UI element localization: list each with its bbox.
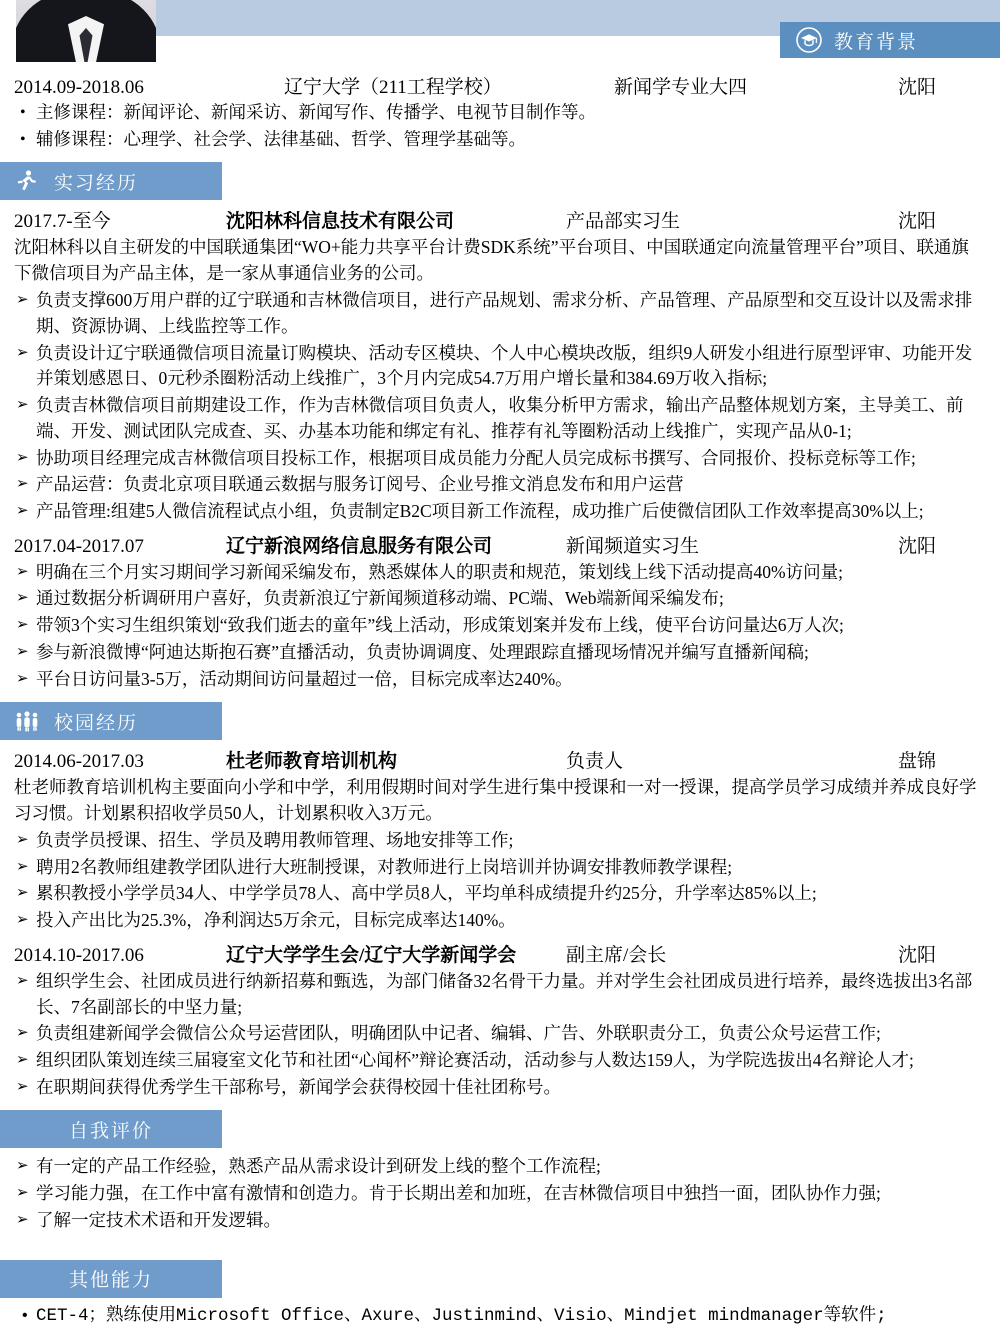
list-item (14, 1021, 986, 1047)
education-course-list (14, 100, 986, 152)
section-title-campus: 校园经历 (54, 712, 139, 734)
campus-entry-header (14, 746, 986, 773)
arrow-bullet-icon: ➢ (16, 344, 29, 361)
arrow-bullet-icon: ➢ (16, 292, 29, 309)
section-header-self-evaluation (0, 1110, 222, 1148)
campus-org: 杜老师教育培训机构 (226, 751, 398, 773)
arrow-bullet-icon: ➢ (16, 476, 29, 493)
top-strip (0, 0, 1000, 62)
campus-intro: 杜老师教育培训机构主要面向小学和中学，利用假期时间对学生进行集中授课和一对一授课，提高学员学习成绩并养成良好学习习惯。计划累积招收学员50人，计划累积收入3万元。 (14, 777, 977, 823)
list-item (14, 969, 986, 1020)
list-item-text: 组织团队策划连续三届寝室文化节和社团“心闻杯”辩论赛活动，活动参与人数达159人，为学院选拔出4名辩论人才; (36, 1050, 914, 1071)
internship-role: 新闻频道实习生 (566, 535, 700, 557)
arrow-bullet-icon: ➢ (16, 449, 29, 466)
list-item-text: 辅修课程：心理学、社会学、法律基础、哲学、管理学基础等。 (36, 128, 526, 149)
arrow-bullet-icon: ➢ (16, 1052, 29, 1069)
internship-block (0, 206, 1000, 692)
list-item-text: 协助项目经理完成吉林微信项目投标工作，根据项目成员能力分配人员完成标书撰写、合同报价、投标竞标等工作; (36, 447, 916, 468)
graduation-cap-icon (796, 27, 822, 53)
section-title-other-skills: 其他能力 (68, 1270, 153, 1292)
list-item (14, 472, 986, 498)
list-item-text: 投入产出比为25.3%，净利润达5万余元，目标完成率达140%。 (36, 910, 516, 931)
list-item (14, 1304, 986, 1329)
list-item-text: 了解一定技术术语和开发逻辑。 (36, 1209, 281, 1230)
arrow-bullet-icon: ➢ (16, 858, 29, 875)
campus-role: 副主席/会长 (566, 944, 667, 966)
self-evaluation-block (0, 1154, 1000, 1233)
internship-duty-list (14, 288, 986, 524)
list-item (14, 127, 986, 153)
internship-entry-header (14, 531, 986, 558)
running-person-icon (14, 168, 40, 194)
campus-city: 沈阳 (897, 944, 936, 966)
list-item (14, 393, 986, 444)
section-header-internship (0, 162, 222, 200)
arrow-bullet-icon: ➢ (16, 643, 29, 660)
list-item-text: 参与新浪微博“阿迪达斯抱石赛”直播活动，负责协调调度、处理跟踪直播现场情况并编写直播新闻稿; (36, 641, 809, 662)
campus-role: 负责人 (566, 751, 624, 773)
list-item-text: 负责吉林微信项目前期建设工作，作为吉林微信项目负责人，收集分析甲方需求，输出产品整体规划方案，主导美工、前端、开发、测试团队完成查、买、办基本功能和绑定有礼、推荐有礼等圈粉活动上线推广，实现产品从0-1; (36, 395, 964, 441)
list-item-text: 学习能力强，在工作中富有激情和创造力。肯于长期出差和加班，在吉林微信项目中独挡一面，团队协作力强; (36, 1183, 881, 1204)
list-item (14, 828, 986, 854)
list-item-text: 有一定的产品工作经验，熟悉产品从需求设计到研发上线的整个工作流程; (36, 1156, 601, 1177)
arrow-bullet-icon: ➢ (16, 912, 29, 929)
education-org: 辽宁大学（211工程学校） (284, 77, 502, 98)
list-item (14, 341, 986, 392)
list-item (14, 1154, 986, 1180)
section-title-internship: 实习经历 (54, 172, 139, 194)
list-item (14, 667, 986, 693)
list-item (14, 446, 986, 472)
list-item (14, 100, 986, 126)
internship-city: 沈阳 (897, 535, 936, 557)
arrow-bullet-icon: ➢ (16, 1025, 29, 1042)
arrow-bullet-icon: ➢ (16, 1158, 29, 1175)
list-item-text: 产品管理:组建5人微信流程试点小组，负责制定B2C项目新工作流程，成功推广后使微信团队工作效率提高30%以上; (36, 500, 924, 521)
list-item-text: 组织学生会、社团成员进行纳新招募和甄选，为部门储备32名骨干力量。并对学生会社团成员进行培养，最终选拔出3名部长、7名副部长的中坚力量; (36, 970, 973, 1017)
arrow-bullet-icon: ➢ (16, 1078, 29, 1095)
other-skills-block (0, 1304, 1000, 1329)
internship-entry-header (14, 206, 986, 233)
list-item (14, 1181, 986, 1207)
list-item (14, 640, 986, 666)
list-item (14, 560, 986, 586)
list-item (14, 908, 986, 934)
section-header-campus (0, 702, 222, 740)
profile-photo (16, 0, 156, 62)
bullet-dot-icon: • (20, 1306, 30, 1325)
arrow-bullet-icon: ➢ (16, 972, 29, 989)
education-entry-header (14, 72, 986, 99)
arrow-bullet-icon: ➢ (16, 1185, 29, 1202)
list-item-text: 带领3个实习生组织策划“致我们逝去的童年”线上活动，形成策划案并发布上线，使平台访问量达6万人次; (36, 615, 844, 636)
list-item (14, 855, 986, 881)
internship-role: 产品部实习生 (566, 211, 681, 233)
campus-duty-list (14, 969, 986, 1101)
list-item-text: 负责学员授课、招生、学员及聘用教师管理、场地安排等工作; (36, 830, 514, 850)
bullet-dot-icon: • (20, 130, 26, 148)
internship-date: 2017.7-至今 (14, 211, 111, 233)
internship-intro: 沈阳林科以自主研发的中国联通集团“WO+能力共享平台计费SDK系统”平台项目、中国联通定向流量管理平台”项目、联通旗下微信项目为产品主体，是一家从事通信业务的公司。 (14, 237, 969, 283)
list-item-text: 通过数据分析调研用户喜好，负责新浪辽宁新闻频道移动端、PC端、Web端新闻采编发布; (36, 588, 724, 609)
campus-date: 2014.06-2017.03 (14, 751, 144, 773)
education-city: 沈阳 (897, 77, 936, 98)
section-title-education: 教育背景 (834, 31, 919, 53)
list-item (14, 1208, 986, 1234)
list-item (14, 1048, 986, 1074)
internship-org: 沈阳林科信息技术有限公司 (226, 211, 455, 233)
list-item-text: 负责设计辽宁联通微信项目流量订购模块、活动专区模块、个人中心模块改版，组织9人研发小组进行原型评审、功能开发并策划感恩日、0元秒杀圈粉活动上线推广，3个月内完成54.7万用户增长量和384.69万收入指标; (36, 342, 973, 389)
list-item (14, 613, 986, 639)
arrow-bullet-icon: ➢ (16, 1211, 29, 1228)
education-date: 2014.09-2018.06 (14, 77, 144, 98)
arrow-bullet-icon: ➢ (16, 590, 29, 607)
campus-block (0, 746, 1000, 1100)
list-item-text: 主修课程：新闻评论、新闻采访、新闻写作、传播学、电视节目制作等。 (36, 102, 596, 122)
arrow-bullet-icon: ➢ (16, 563, 29, 580)
list-item-text: 在职期间获得优秀学生干部称号，新闻学会获得校园十佳社团称号。 (36, 1076, 561, 1097)
list-item (14, 499, 986, 525)
campus-entry-header (14, 940, 986, 967)
arrow-bullet-icon: ➢ (16, 397, 29, 414)
section-header-education (780, 22, 1000, 58)
list-item-text: CET-4；熟练使用Microsoft Office、Axure、Justinmind、Visio、Mindjet mindmanager等软件; (36, 1305, 887, 1326)
arrow-bullet-icon: ➢ (16, 502, 29, 519)
campus-duty-list (14, 828, 986, 934)
list-item-text: 负责支撑600万用户群的辽宁联通和吉林微信项目，进行产品规划、需求分析、产品管理、产品原型和交互设计以及需求排期、资源协调、上线监控等工作。 (36, 290, 973, 336)
list-item (14, 1075, 986, 1101)
self-evaluation-list (14, 1154, 986, 1233)
list-item (14, 288, 986, 339)
list-item-text: 累积教授小学学员34人、中学学员78人、高中学员8人，平均单科成绩提升约25分，升学率达85%以上; (36, 883, 817, 904)
arrow-bullet-icon: ➢ (16, 885, 29, 902)
list-item-text: 负责组建新闻学会微信公众号运营团队，明确团队中记者、编辑、广告、外联职责分工，负责公众号运营工作; (36, 1023, 881, 1044)
internship-city: 沈阳 (897, 211, 936, 233)
campus-city: 盘锦 (897, 751, 936, 773)
education-block (0, 72, 1000, 152)
internship-duty-list (14, 560, 986, 693)
group-people-icon (14, 708, 40, 734)
list-item (14, 586, 986, 612)
campus-date: 2014.10-2017.06 (14, 944, 144, 966)
bullet-dot-icon: • (20, 104, 26, 121)
internship-date: 2017.04-2017.07 (14, 535, 144, 557)
arrow-bullet-icon: ➢ (16, 670, 29, 687)
internship-org: 辽宁新浪网络信息服务有限公司 (226, 535, 493, 557)
arrow-bullet-icon: ➢ (16, 832, 29, 848)
list-item-text: 产品运营：负责北京项目联通云数据与服务订阅号、企业号推文消息发布和用户运营 (36, 474, 684, 495)
arrow-bullet-icon: ➢ (16, 617, 29, 634)
list-item-text: 明确在三个月实习期间学习新闻采编发布，熟悉媒体人的职责和规范，策划线上线下活动提高40%访问量; (36, 561, 843, 582)
other-skills-list (14, 1304, 986, 1329)
campus-org: 辽宁大学学生会/辽宁大学新闻学会 (226, 944, 517, 966)
list-item-text: 聘用2名教师组建教学团队进行大班制授课，对教师进行上岗培训并协调安排教师教学课程; (36, 856, 733, 877)
list-item (14, 881, 986, 907)
list-item-text: 平台日访问量3-5万，活动期间访问量超过一倍，目标完成率达240%。 (36, 668, 573, 689)
education-role: 新闻学专业大四 (614, 77, 748, 98)
section-title-self-evaluation: 自我评价 (68, 1120, 153, 1142)
